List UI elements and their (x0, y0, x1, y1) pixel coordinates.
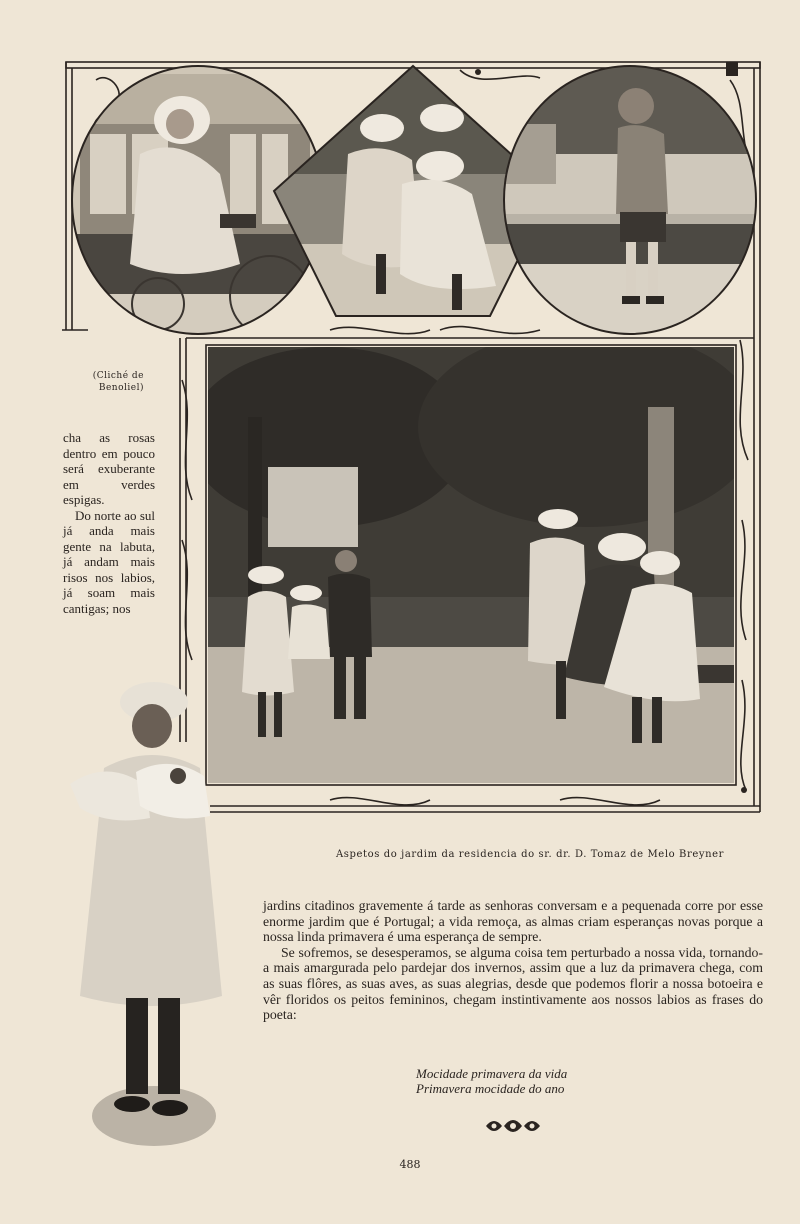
photo-caption: Aspetos do jardim da residencia do sr. dr. D. Tomaz de Melo Breyner (335, 849, 725, 860)
body-paragraph: Se sofremos, se desesperamos, se alguma coisa tem perturbado a nossa vida, tornando-a mais amargurada pelo pardejar dos invernos, assim que a luz da primavera chega, com as suas flôres, as suas aves, as suas alegrias, desde que podemos florir a nossa botoeira e vêr floridos os peitos femininos, chegam instintivamente aos nossos labios as frases do poeta: (263, 944, 763, 1023)
poem-verse (416, 1066, 716, 1096)
body-paragraph: jardins citadinos gravemente á tarde as senhoras conversam e a pequenada corre por esse enorme jardim que é Portugal; a vida remoça, as almas criam esperanças novas porque a nossa linda primavera é uma esperança de sempre. (263, 898, 763, 945)
column-paragraph: Do norte ao sul já anda mais gente na labuta, já andam mais risos nos labios, já soam mais cantigas; nos (63, 507, 155, 616)
photo-credit: (Cliché de Benoliel) (92, 371, 144, 393)
photo-boy-in-garden (500, 64, 758, 336)
column-paragraph: cha as rosas dentro em pouco será exuberante em verdes espigas. (63, 430, 155, 507)
floral-ornament-icon (482, 1114, 544, 1138)
column-text (63, 430, 155, 616)
photo-garden-children (208, 347, 734, 783)
verse-line: Mocidade primavera da vida (416, 1066, 568, 1081)
verse-line: Primavera mocidade do ano (416, 1081, 565, 1096)
page-number: 488 (399, 1158, 421, 1171)
body-text (263, 898, 763, 1023)
photo-girl-holding-puppies (60, 676, 238, 1150)
